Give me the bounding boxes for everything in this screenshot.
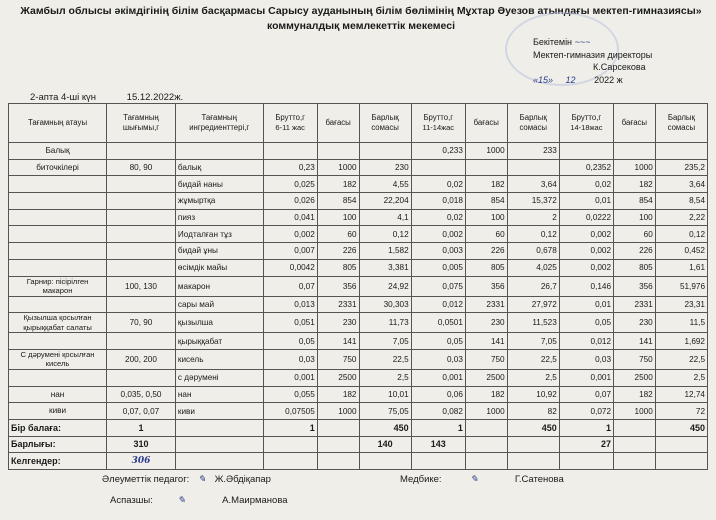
col-header: бағасы <box>465 104 507 143</box>
cook-signature <box>110 495 288 506</box>
table-cell: балық <box>175 159 263 176</box>
table-cell: 0,012 <box>559 333 613 350</box>
table-cell: 3,64 <box>507 176 559 193</box>
table-cell <box>9 176 107 193</box>
table-cell: 0,041 <box>263 209 317 226</box>
table-cell <box>107 143 176 160</box>
col-header: Брутто,г 14-18жас <box>559 104 613 143</box>
age-group: 6-11 жас <box>275 123 305 132</box>
table-cell <box>263 143 317 160</box>
table-cell <box>107 226 176 243</box>
approval-block <box>533 36 652 86</box>
table-cell: 182 <box>614 386 656 403</box>
week-day: 2-апта 4-ші күн <box>30 92 97 103</box>
table-body <box>9 143 708 420</box>
table-cell: 0,12 <box>655 226 707 243</box>
table-cell: 0,05 <box>559 313 613 333</box>
table-cell: 0,07 <box>559 386 613 403</box>
table-cell <box>465 159 507 176</box>
table-cell: Иодталған тұз <box>175 226 263 243</box>
table-cell <box>507 159 559 176</box>
table-cell: 60 <box>317 226 359 243</box>
table-cell: 0,05 <box>411 333 465 350</box>
pedagogue-name: Ж.Әбдіқапар <box>214 474 271 485</box>
table-cell: 8,54 <box>655 193 707 210</box>
table-cell: жұмыртқа <box>175 193 263 210</box>
table-cell: 12,74 <box>655 386 707 403</box>
table-cell: сары май <box>175 296 263 313</box>
total-cell: 143 <box>411 436 465 453</box>
table-cell <box>614 143 656 160</box>
table-cell: 0,075 <box>411 276 465 296</box>
table-cell: нан <box>9 386 107 403</box>
table-cell: 0,001 <box>263 369 317 386</box>
table-cell: 1,61 <box>655 259 707 276</box>
table-cell: 0,12 <box>359 226 411 243</box>
table-cell: 2,5 <box>655 369 707 386</box>
table-cell: 0,051 <box>263 313 317 333</box>
table-cell: 0,233 <box>411 143 465 160</box>
table-cell: 0,002 <box>559 259 613 276</box>
org-line-2: коммуналдық мемлекеттік мекемесі <box>266 20 455 32</box>
table-cell: 230 <box>359 159 411 176</box>
table-cell: қызылша <box>175 313 263 333</box>
table-cell: 0,0222 <box>559 209 613 226</box>
approval-month: 12 <box>565 74 576 85</box>
table-cell: биточкілері <box>9 159 107 176</box>
table-row <box>9 313 708 333</box>
table-cell: 26,7 <box>507 276 559 296</box>
table-cell <box>359 143 411 160</box>
table-row <box>9 349 708 369</box>
pedagogue-sign-mark: ✎ <box>197 474 206 485</box>
table-cell: 80, 90 <box>107 159 176 176</box>
pedagogue-label: Әлеуметтік педагог: <box>102 474 190 485</box>
table-cell <box>9 209 107 226</box>
approval-day: «15» <box>533 74 554 85</box>
table-cell <box>107 369 176 386</box>
table-cell: 141 <box>317 333 359 350</box>
table-cell: 0,055 <box>263 386 317 403</box>
table-cell: 0,005 <box>411 259 465 276</box>
table-cell: 1000 <box>317 403 359 420</box>
table-cell: 2331 <box>614 296 656 313</box>
table-cell: 11,523 <box>507 313 559 333</box>
total-cell: 450 <box>359 419 411 436</box>
table-cell: 11,73 <box>359 313 411 333</box>
table-cell: 1000 <box>317 159 359 176</box>
age-group: 11-14жас <box>422 123 455 132</box>
table-cell <box>9 333 107 350</box>
table-cell: 60 <box>614 226 656 243</box>
table-cell: 0,082 <box>411 403 465 420</box>
table-cell: 230 <box>614 313 656 333</box>
table-cell: 182 <box>317 176 359 193</box>
approval-year: 2022 ж <box>594 74 623 85</box>
approval-title: Бекітемін <box>533 37 573 47</box>
table-cell: 0,2352 <box>559 159 613 176</box>
table-cell: 70, 90 <box>107 313 176 333</box>
table-cell: 0,02 <box>411 176 465 193</box>
table-cell: 0,03 <box>263 349 317 369</box>
table-row <box>9 243 708 260</box>
col-header: Барлық сомасы <box>655 104 707 143</box>
table-cell <box>107 296 176 313</box>
menu-table <box>8 103 708 470</box>
total-cell: 27 <box>559 436 613 453</box>
table-cell: 0,452 <box>655 243 707 260</box>
table-cell <box>9 259 107 276</box>
table-cell: 2331 <box>317 296 359 313</box>
table-cell: 2331 <box>465 296 507 313</box>
table-cell: 182 <box>465 386 507 403</box>
table-cell: Гарнир: пісірілген макарон <box>9 276 107 296</box>
table-cell: 0,02 <box>411 209 465 226</box>
table-row <box>9 276 708 296</box>
total-cell: 310 <box>107 436 176 453</box>
pedagogue-signature <box>102 474 271 485</box>
table-cell: С дәрумені қосылған кисель <box>9 349 107 369</box>
table-cell <box>655 143 707 160</box>
table-cell: 22,204 <box>359 193 411 210</box>
table-cell: 854 <box>317 193 359 210</box>
table-cell: өсімдік майы <box>175 259 263 276</box>
table-cell: 100 <box>317 209 359 226</box>
table-cell: 10,01 <box>359 386 411 403</box>
table-cell <box>107 193 176 210</box>
table-cell: 0,018 <box>411 193 465 210</box>
director-signature: ~~~ <box>574 37 591 47</box>
table-cell: 100, 130 <box>107 276 176 296</box>
table-cell <box>175 143 263 160</box>
table-cell: 0,03 <box>559 349 613 369</box>
table-cell: 0,026 <box>263 193 317 210</box>
table-cell: 0,05 <box>263 333 317 350</box>
table-cell: макарон <box>175 276 263 296</box>
table-cell: киви <box>9 403 107 420</box>
table-cell: 0,02 <box>559 176 613 193</box>
table-cell: 22,5 <box>359 349 411 369</box>
total-cell: 140 <box>359 436 411 453</box>
medic-label: Медбике: <box>400 474 442 485</box>
table-cell: 0,035, 0,50 <box>107 386 176 403</box>
table-cell <box>9 193 107 210</box>
table-cell: 0,07, 0,07 <box>107 403 176 420</box>
table-cell: 100 <box>614 209 656 226</box>
table-cell <box>317 143 359 160</box>
table-cell: 2,5 <box>359 369 411 386</box>
approval-name: К.Сарсекова <box>593 62 646 72</box>
table-cell: пияз <box>175 209 263 226</box>
table-cell: нан <box>175 386 263 403</box>
table-cell <box>9 296 107 313</box>
table-cell: 0,025 <box>263 176 317 193</box>
table-cell <box>411 159 465 176</box>
table-cell: 0,146 <box>559 276 613 296</box>
table-cell: 230 <box>317 313 359 333</box>
table-cell: 11,5 <box>655 313 707 333</box>
table-cell: 356 <box>465 276 507 296</box>
table-row <box>9 296 708 313</box>
total-cell: 450 <box>507 419 559 436</box>
table-row <box>9 333 708 350</box>
table-cell: 235,2 <box>655 159 707 176</box>
table-cell: 10,92 <box>507 386 559 403</box>
table-cell: 0,007 <box>263 243 317 260</box>
table-cell: 0,001 <box>411 369 465 386</box>
table-cell: 0,001 <box>559 369 613 386</box>
table-cell: 0,013 <box>263 296 317 313</box>
table-cell: 30,303 <box>359 296 411 313</box>
table-header-row <box>9 104 708 143</box>
table-row <box>9 193 708 210</box>
table-cell: 60 <box>465 226 507 243</box>
table-cell: 0,002 <box>559 226 613 243</box>
table-cell: 2,22 <box>655 209 707 226</box>
table-cell: 0,002 <box>263 226 317 243</box>
table-cell: киви <box>175 403 263 420</box>
table-row <box>9 259 708 276</box>
table-cell: 1000 <box>465 403 507 420</box>
table-cell: 750 <box>614 349 656 369</box>
table-cell: 805 <box>614 259 656 276</box>
table-cell: 100 <box>465 209 507 226</box>
table-cell: 0,12 <box>507 226 559 243</box>
total-cell: 1 <box>559 419 613 436</box>
table-cell: 0,06 <box>411 386 465 403</box>
table-cell: 805 <box>465 259 507 276</box>
table-cell: 0,012 <box>411 296 465 313</box>
table-cell: 2 <box>507 209 559 226</box>
org-line-1: Жамбыл облысы әкімдігінің білім басқармасы Сарысу ауданының білім бөлімінің Мұхтар Әуезов атындағы мектеп-гимназиясы» <box>20 5 702 17</box>
table-cell: 226 <box>614 243 656 260</box>
table-cell: 854 <box>465 193 507 210</box>
table-cell <box>559 143 613 160</box>
table-cell: 27,972 <box>507 296 559 313</box>
table-cell: 750 <box>465 349 507 369</box>
total-cell: 1 <box>411 419 465 436</box>
table-cell: 1,692 <box>655 333 707 350</box>
table-cell: 0,03 <box>411 349 465 369</box>
table-cell: 141 <box>614 333 656 350</box>
table-cell: 24,92 <box>359 276 411 296</box>
table-cell: 226 <box>465 243 507 260</box>
date-line <box>30 92 183 103</box>
col-header: бағасы <box>614 104 656 143</box>
table-row <box>9 386 708 403</box>
table-cell: 1000 <box>465 143 507 160</box>
table-cell: 7,05 <box>507 333 559 350</box>
table-cell: 0,002 <box>411 226 465 243</box>
col-header: бағасы <box>317 104 359 143</box>
table-cell <box>9 243 107 260</box>
table-cell: кисель <box>175 349 263 369</box>
table-cell: 51,976 <box>655 276 707 296</box>
table-cell <box>107 333 176 350</box>
table-cell: 0,23 <box>263 159 317 176</box>
table-cell: 2500 <box>317 369 359 386</box>
table-cell: 1,582 <box>359 243 411 260</box>
table-cell: 4,025 <box>507 259 559 276</box>
table-cell: 805 <box>317 259 359 276</box>
total-cell: 1 <box>107 419 176 436</box>
table-cell: 22,5 <box>507 349 559 369</box>
per-child-row <box>9 419 708 436</box>
table-cell: 230 <box>465 313 507 333</box>
col-header: Брутто,г 6-11 жас <box>263 104 317 143</box>
table-cell: 75,05 <box>359 403 411 420</box>
table-cell: бидай наны <box>175 176 263 193</box>
table-cell: 182 <box>614 176 656 193</box>
age-group: 14-18жас <box>570 123 603 132</box>
arrived-count: 306 <box>107 453 176 470</box>
table-cell: 2500 <box>465 369 507 386</box>
table-cell: 1000 <box>614 159 656 176</box>
menu-date: 15.12.2022ж. <box>126 92 184 103</box>
table-cell: 0,07505 <box>263 403 317 420</box>
col-header: Тағамның ингредиенттері,г <box>175 104 263 143</box>
table-cell: 200, 200 <box>107 349 176 369</box>
medic-name: Г.Сатенова <box>514 474 564 485</box>
table-cell: 0,0042 <box>263 259 317 276</box>
table-cell <box>107 209 176 226</box>
table-cell: с дәрумені <box>175 369 263 386</box>
cook-sign-mark: ✎ <box>177 495 186 506</box>
table-cell <box>9 369 107 386</box>
table-cell: 0,01 <box>559 296 613 313</box>
approval-position: Мектеп-гимназия директоры <box>533 49 653 60</box>
table-cell: 356 <box>317 276 359 296</box>
table-cell: қырыққабат <box>175 333 263 350</box>
table-row <box>9 176 708 193</box>
table-cell <box>9 226 107 243</box>
table-cell: бидай ұны <box>175 243 263 260</box>
table-row <box>9 209 708 226</box>
table-cell: 1000 <box>614 403 656 420</box>
table-cell <box>107 243 176 260</box>
table-cell: 4,55 <box>359 176 411 193</box>
medic-sign-mark: ✎ <box>470 474 479 485</box>
table-cell: 3,381 <box>359 259 411 276</box>
col-header: Брутто,г 11-14жас <box>411 104 465 143</box>
cook-label: Аспазшы: <box>110 495 153 506</box>
table-cell: 356 <box>614 276 656 296</box>
col-header: Барлық сомасы <box>359 104 411 143</box>
table-cell: Балық <box>9 143 107 160</box>
col-header: Барлық сомасы <box>507 104 559 143</box>
count-row <box>9 436 708 453</box>
table-cell: 233 <box>507 143 559 160</box>
table-row <box>9 369 708 386</box>
table-cell: 0,003 <box>411 243 465 260</box>
medic-signature <box>400 474 564 485</box>
table-row <box>9 143 708 160</box>
table-cell: 0,07 <box>263 276 317 296</box>
table-cell: 72 <box>655 403 707 420</box>
table-cell: 0,01 <box>559 193 613 210</box>
arrived-label: Келгендер: <box>9 453 107 470</box>
total-cell: 450 <box>655 419 707 436</box>
table-cell: 22,5 <box>655 349 707 369</box>
table-cell: 141 <box>465 333 507 350</box>
table-cell: 3,64 <box>655 176 707 193</box>
table-cell <box>107 259 176 276</box>
table-cell: 854 <box>614 193 656 210</box>
cook-name: А.Маирманова <box>222 495 288 506</box>
table-cell: 15,372 <box>507 193 559 210</box>
table-cell: 7,05 <box>359 333 411 350</box>
table-cell: 182 <box>465 176 507 193</box>
arrived-row <box>9 453 708 470</box>
table-cell: 23,31 <box>655 296 707 313</box>
table-cell <box>107 176 176 193</box>
col-header: Тағамның атауы <box>9 104 107 143</box>
per-child-label: Бір балаға: <box>9 419 107 436</box>
table-cell: Қызылша қосылған қырыққабат салаты <box>9 313 107 333</box>
count-label: Барлығы: <box>9 436 107 453</box>
table-cell: 0,072 <box>559 403 613 420</box>
table-cell: 4,1 <box>359 209 411 226</box>
table-cell: 82 <box>507 403 559 420</box>
table-cell: 226 <box>317 243 359 260</box>
table-cell: 0,0501 <box>411 313 465 333</box>
table-cell: 750 <box>317 349 359 369</box>
table-cell: 2500 <box>614 369 656 386</box>
col-header: Тағамның шығымы,г <box>107 104 176 143</box>
totals-body <box>9 419 708 469</box>
table-row <box>9 226 708 243</box>
table-row <box>9 159 708 176</box>
table-row <box>9 403 708 420</box>
table-cell: 182 <box>317 386 359 403</box>
table-cell: 2,5 <box>507 369 559 386</box>
table-cell: 0,678 <box>507 243 559 260</box>
table-cell: 0,002 <box>559 243 613 260</box>
total-cell: 1 <box>263 419 317 436</box>
